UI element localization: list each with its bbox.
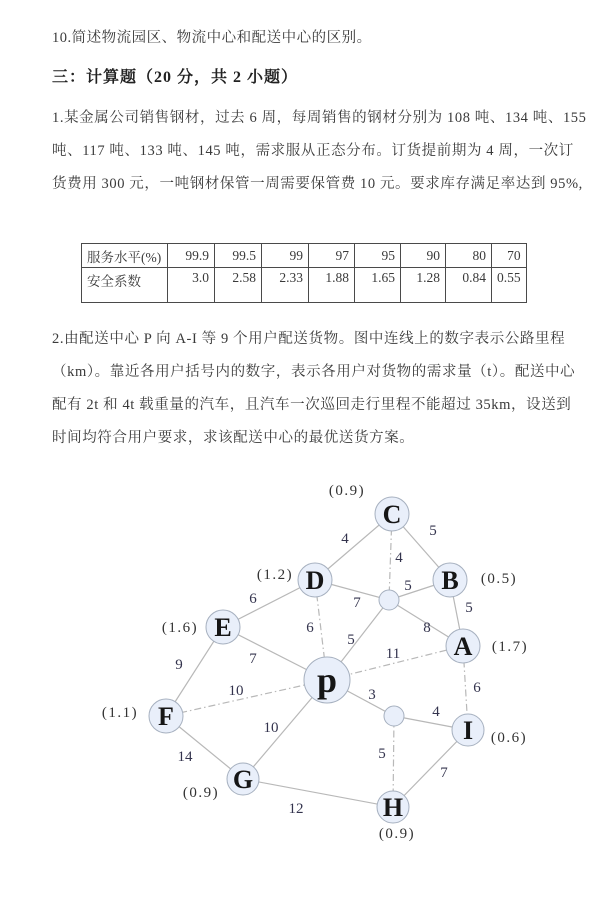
- table-cell: 2.58: [215, 268, 262, 303]
- table-row-label: 安全系数: [82, 268, 168, 303]
- graph-edge-G-H: [243, 779, 393, 807]
- graph-node-label-I: I: [462, 716, 474, 745]
- question-2-line: 时间均符合用户要求，求该配送中心的最优送货方案。: [52, 430, 415, 446]
- edge-weight-label-F-P: 10: [228, 683, 244, 699]
- graph-node-label-H: H: [382, 793, 404, 822]
- edge-weight-label-D-P: 6: [306, 620, 314, 636]
- edge-weight-label-C-J1: 4: [395, 550, 403, 566]
- question-1-line: 吨、117 吨、133 吨、145 吨，需求服从正态分布。订货提前期为 4 周，一次订: [52, 143, 574, 159]
- graph-node-label-D: D: [305, 566, 325, 595]
- table-row: [82, 244, 527, 268]
- edge-weight-label-A-I: 6: [473, 680, 481, 696]
- graph-node-label-G: G: [232, 765, 254, 794]
- edge-weight-label-J1-B: 5: [404, 578, 412, 594]
- question-1-paragraph: [52, 102, 587, 201]
- graph-junction-node: [379, 590, 399, 610]
- graph-node-label-P: p: [316, 660, 338, 700]
- table-cell: 0.84: [446, 268, 492, 303]
- edge-weight-label-J2-I: 4: [432, 704, 440, 720]
- table-body: [82, 244, 527, 303]
- edge-weight-label-E-P: 7: [249, 651, 257, 667]
- table-cell: 1.28: [401, 268, 446, 303]
- edge-weight-label-B-A: 5: [465, 600, 473, 616]
- node-demand-label-E: (1.6): [161, 620, 199, 636]
- table-cell: 80: [446, 244, 492, 268]
- graph-node-label-E: E: [214, 613, 232, 642]
- question-1-line: 1.某金属公司销售钢材，过去 6 周，每周销售的钢材分别为 108 吨、134 吨、155: [52, 110, 587, 126]
- safety-factor-table: [81, 243, 527, 303]
- node-demand-label-F: (1.1): [101, 705, 139, 721]
- node-demand-label-B: (0.5): [480, 571, 518, 587]
- question-10-text: 10.简述物流园区、物流中心和配送中心的区别。: [52, 30, 372, 46]
- node-demand-label-H: (0.9): [378, 826, 416, 842]
- edge-weight-label-G-H: 12: [288, 801, 304, 817]
- table-cell: 99.5: [215, 244, 262, 268]
- table-cell: 99.9: [168, 244, 215, 268]
- table-cell: 97: [309, 244, 355, 268]
- section-heading: 三：计算题（20 分，共 2 小题）: [52, 69, 299, 86]
- edge-weight-label-J1-P: 5: [347, 632, 355, 648]
- graph-node-label-A: A: [453, 632, 473, 661]
- graph-node-label-F: F: [158, 702, 174, 731]
- table-cell: 2.33: [262, 268, 309, 303]
- table-cell: 99: [262, 244, 309, 268]
- node-demand-label-A: (1.7): [491, 639, 529, 655]
- question-2-paragraph: [52, 323, 575, 455]
- edge-weight-label-C-D: 4: [341, 531, 349, 547]
- node-demand-label-D: (1.2): [256, 567, 294, 583]
- edge-weight-label-P-J2: 3: [368, 687, 376, 703]
- node-demand-label-G: (0.9): [182, 785, 220, 801]
- node-demand-label-C: (0.9): [328, 483, 366, 499]
- question-2-line: （km）。靠近各用户括号内的数字，表示各用户对货物的需求量（t）。配送中心: [52, 364, 576, 380]
- edge-weight-label-P-A: 11: [385, 646, 401, 662]
- question-1-line: 货费用 300 元，一吨钢材保管一周需要保管费 10 元。要求库存满足率达到 95%,: [52, 176, 583, 192]
- table-cell: 1.88: [309, 268, 355, 303]
- graph-node-label-B: B: [441, 566, 459, 595]
- edge-weight-label-J1-A: 8: [423, 620, 431, 636]
- edge-weight-label-D-J1: 7: [353, 595, 361, 611]
- table-cell: 90: [401, 244, 446, 268]
- edge-weight-label-E-F: 9: [175, 657, 183, 673]
- table-row: [82, 268, 527, 303]
- question-2-line: 配有 2t 和 4t 载重量的汽车，且汽车一次巡回走行里程不能超过 35km，设送到: [52, 397, 572, 413]
- node-demand-label-I: (0.6): [490, 730, 528, 746]
- graph-node-label-C: C: [382, 500, 402, 529]
- table-cell: 1.65: [355, 268, 401, 303]
- edge-weight-label-G-P: 10: [263, 720, 279, 736]
- edge-weight-label-D-E: 6: [249, 591, 257, 607]
- question-2-line: 2.由配送中心 P 向 A-I 等 9 个用户配送货物。图中连线上的数字表示公路里程: [52, 331, 566, 347]
- table-cell: 0.55: [492, 268, 527, 303]
- edge-weight-label-J2-H: 5: [378, 746, 386, 762]
- edge-weight-label-F-G: 14: [177, 749, 193, 765]
- edge-weight-label-C-B: 5: [429, 523, 437, 539]
- distribution-network-diagram: [0, 470, 604, 890]
- table-cell: 70: [492, 244, 527, 268]
- distribution-graph-svg: [0, 470, 604, 890]
- table-row-label: 服务水平(%): [82, 244, 168, 268]
- table-cell: 3.0: [168, 268, 215, 303]
- graph-edge-F-P: [166, 680, 327, 716]
- edge-weight-label-I-H: 7: [440, 765, 448, 781]
- graph-junction-node: [384, 706, 404, 726]
- table-cell: 95: [355, 244, 401, 268]
